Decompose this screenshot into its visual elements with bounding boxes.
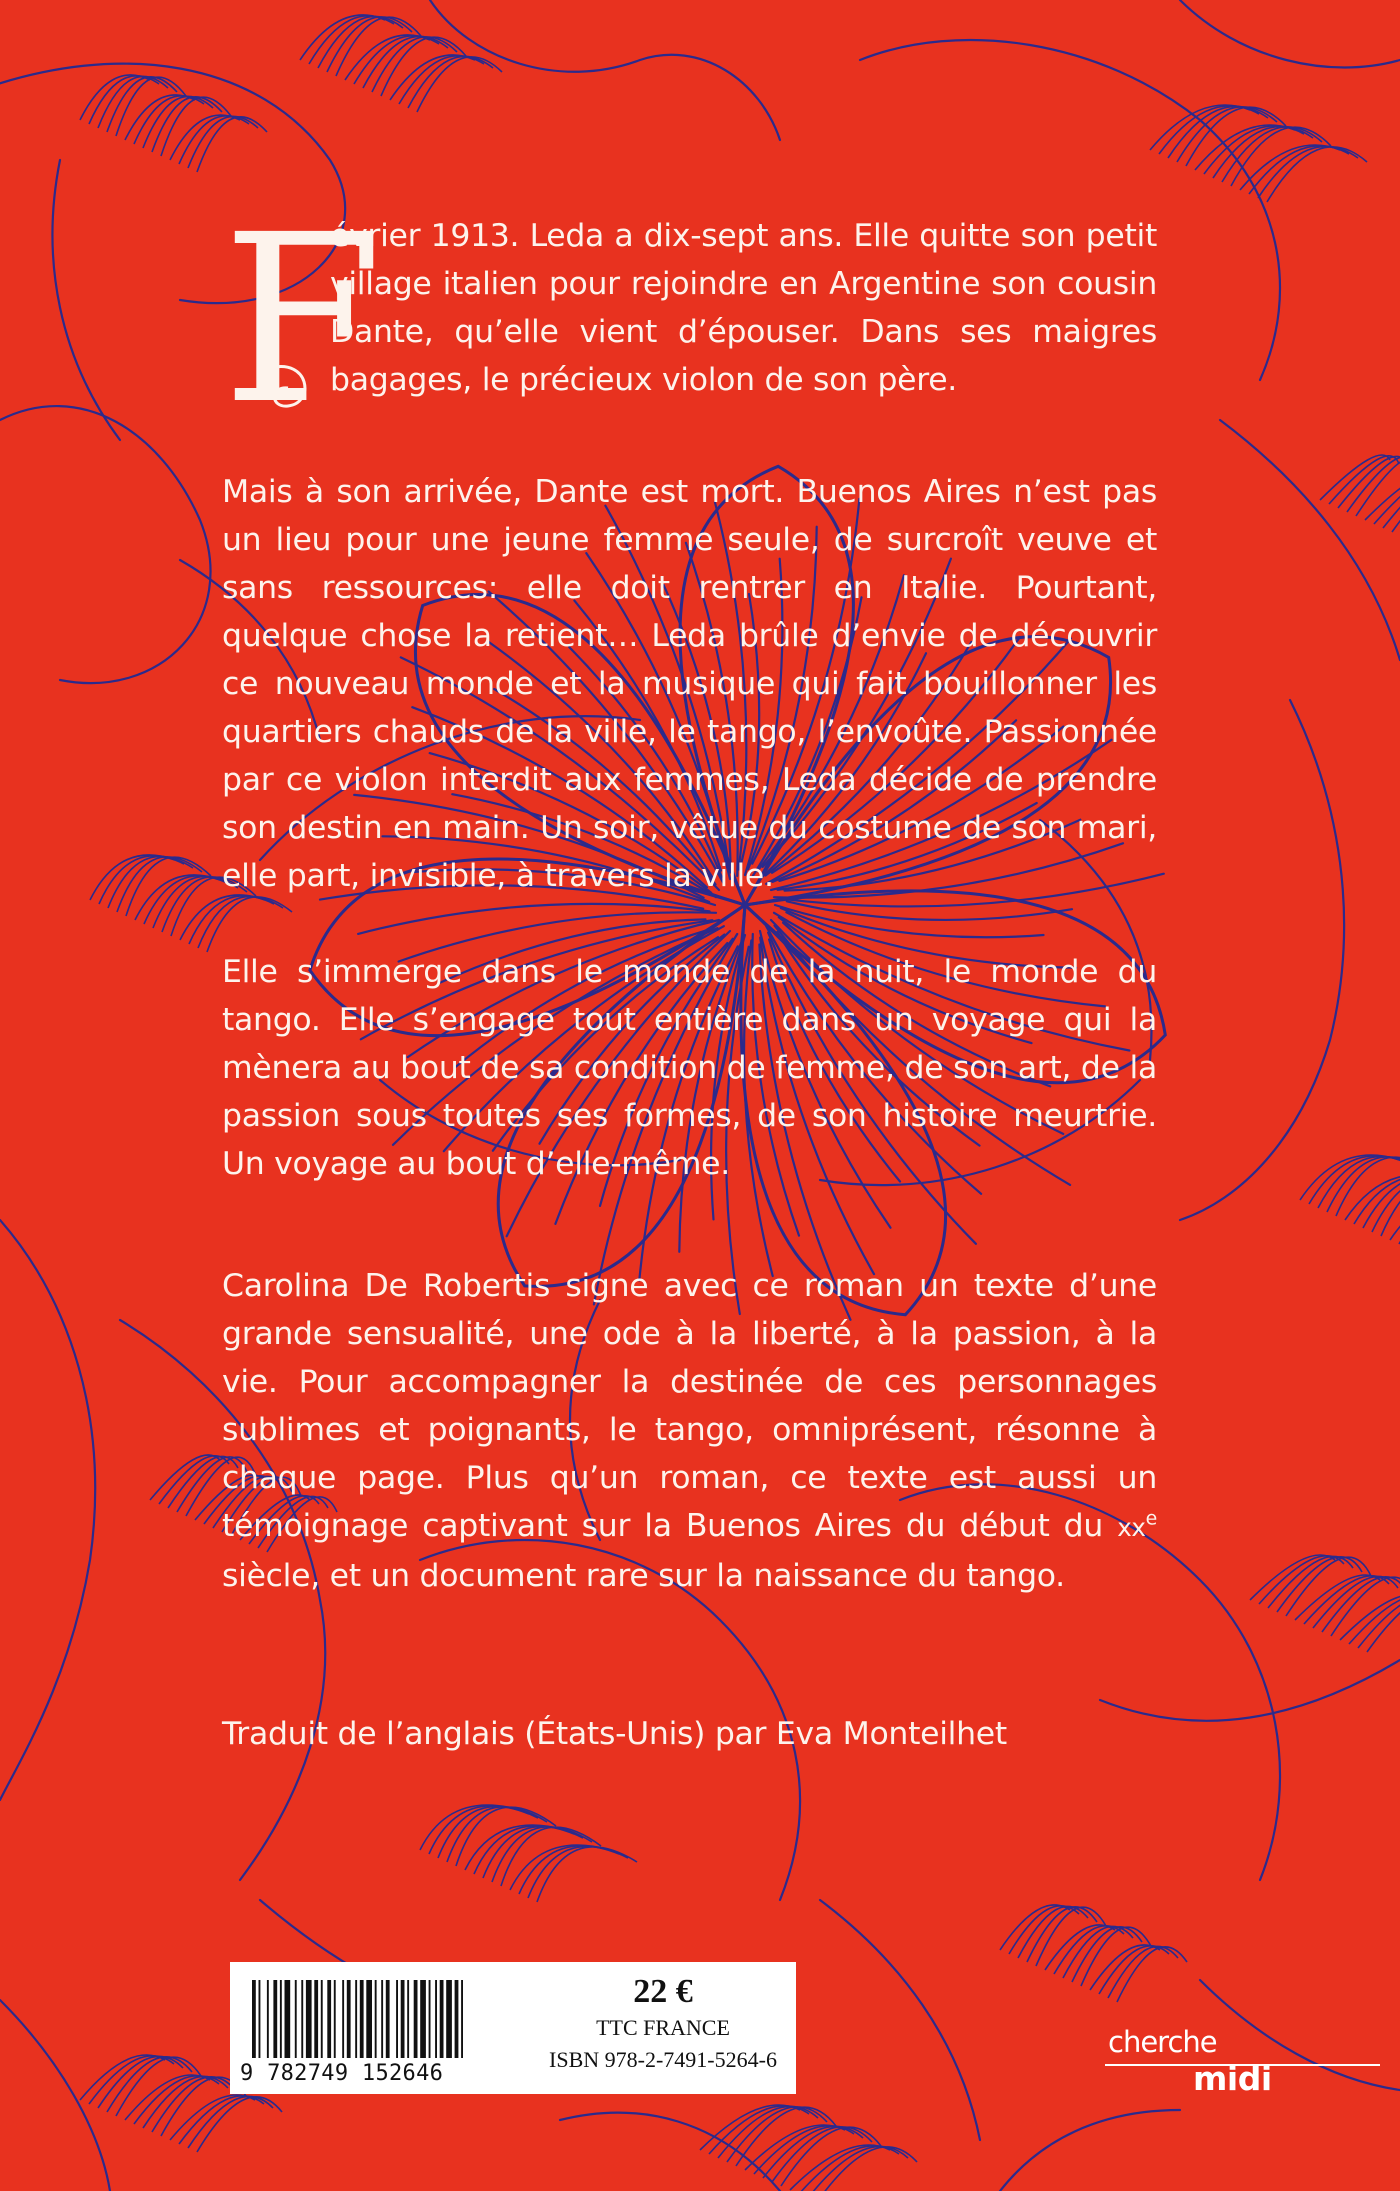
price: 22 € — [633, 1973, 693, 2010]
barcode-bar — [366, 1980, 372, 2058]
barcode-bar — [267, 1980, 269, 2058]
paragraph-author-review — [222, 1262, 1157, 1600]
century-numeral: xx — [1117, 1513, 1146, 1542]
translator-credit: Traduit de l’anglais (États-Unis) par Eva Monteilhet — [222, 1716, 1007, 1752]
paragraph-tango-night: Elle s’immerge dans le monde de la nuit, le monde du tango. Elle s’engage tout entière dans un voyage qui la mènera au bout de sa condition de femme, de son art, de la passion sous toutes ses formes, de son histoire meurtrie. Un voyage au bout d’elle-même. — [222, 954, 1157, 1182]
barcode-bar — [252, 1980, 256, 2058]
barcode-bar — [401, 1980, 405, 2058]
barcode-bar — [375, 1980, 377, 2058]
review-text-start: Carolina De Robertis signe avec ce roman un texte d’une grande sensualité, une ode à la liberté, à la passion, à la vie. Pour accompagner la destinée de ces personnages sublimes et poignants, le tango, omniprésent, résonne à chaque page. Plus qu’un roman, ce texte est aussi un témoignage captivant sur la Buenos Aires du début du — [222, 1268, 1157, 1544]
century-superscript: e — [1145, 1507, 1157, 1530]
barcode-bar — [360, 1980, 364, 2058]
barcode-bar — [435, 1980, 437, 2058]
barcode-bar — [381, 1980, 383, 2058]
barcode-bar — [407, 1980, 409, 2058]
drop-cap-letter: F — [222, 185, 383, 455]
barcode-bar — [301, 1980, 303, 2058]
barcode-bar — [314, 1980, 318, 2058]
publisher-logo — [1105, 2025, 1375, 2105]
barcode-bar — [327, 1980, 331, 2058]
barcode-bar — [420, 1980, 426, 2058]
barcode-bar — [306, 1980, 312, 2058]
barcode-bar — [295, 1980, 297, 2058]
tax-note: TTC FRANCE — [596, 2015, 730, 2040]
barcode-bar — [273, 1980, 277, 2058]
barcode-digits: 9 782749 152646 — [240, 2061, 444, 2086]
barcode-bar — [386, 1980, 390, 2058]
barcode-price-label — [230, 1962, 796, 2094]
barcode-bar — [259, 1980, 261, 2058]
drop-cap — [222, 185, 383, 455]
barcode-bar — [429, 1980, 431, 2058]
logo-word-cherche: cherche — [1108, 2025, 1217, 2059]
barcode-bar — [285, 1980, 291, 2058]
barcode-bar — [321, 1980, 323, 2058]
barcode-bar — [461, 1980, 463, 2058]
paragraph-arrival: Mais à son arrivée, Dante est mort. Buenos Aires n’est pas un lieu pour une jeune femme seule, de surcroît veuve et sans ressources: elle doit rentrer en Italie. Pourtant, quelque chose la retient… Leda brûle d’envie de découvrir ce nouveau monde et la musique qui fait bouillonner les quartiers chauds de la ville, le tango, l’envoûte. Passionnée par ce violon interdit aux femmes, Leda décide de prendre son destin en main. Un soir, vêtue du costume de son mari, elle part, invisible, à travers la ville. — [222, 474, 1157, 894]
price-block — [530, 1972, 796, 2076]
isbn: ISBN 978-2-7491-5264-6 — [549, 2047, 777, 2072]
barcode-bar — [355, 1980, 357, 2058]
barcode-bar — [280, 1980, 282, 2058]
barcode-bar — [414, 1980, 418, 2058]
barcode-bar — [347, 1980, 351, 2058]
barcode-bar — [334, 1980, 336, 2058]
barcode-bar — [342, 1980, 344, 2058]
intro-text: évrier 1913. Leda a dix-sept ans. Elle quitte son petit village italien pour rejoindre en Argentine son cousin Dante, qu’elle vient d’épouser. Dans ses maigres bagages, le précieux violon de son père. — [330, 218, 1157, 398]
intro-paragraph — [222, 185, 1157, 455]
review-text-end: siècle, et un document rare sur la naissance du tango. — [222, 1558, 1065, 1594]
barcode-bars — [250, 1980, 520, 2060]
barcode-bar — [446, 1980, 452, 2058]
drop-cap-swirl-ornament — [260, 358, 320, 428]
logo-word-midi: midi — [1193, 2059, 1272, 2098]
barcode-bar — [396, 1980, 398, 2058]
barcode-bar — [455, 1980, 459, 2058]
barcode-bar — [440, 1980, 444, 2058]
